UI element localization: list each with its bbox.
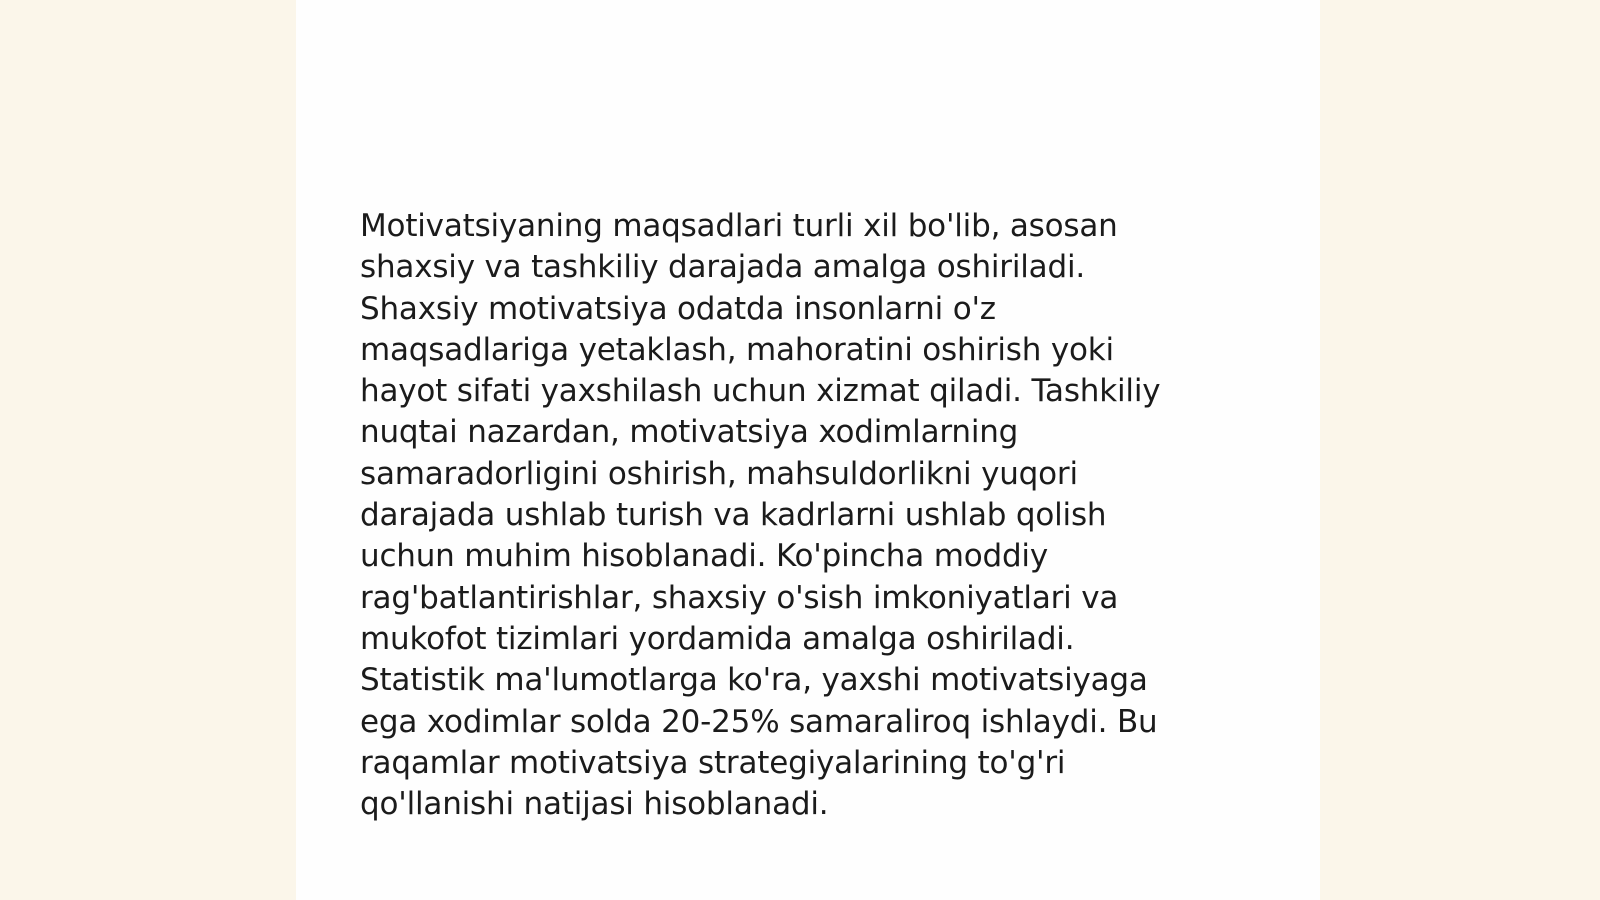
document-page <box>296 0 1320 900</box>
body-paragraph: Motivatsiyaning maqsadlari turli xil bo'lib, asosan shaxsiy va tashkiliy darajada amalga oshiriladi. Shaxsiy motivatsiya odatda insonlarni o'z maqsadlariga yetaklash, mahoratini oshirish yoki hayot sifati yaxshilash uchun xizmat qiladi. Tashkiliy nuqtai nazardan, motivatsiya xodimlarning samaradorligini oshirish, mahsuldorlikni yuqori darajada ushlab turish va kadrlarni ushlab qolish uchun muhim hisoblanadi. Ko'pincha moddiy rag'batlantirishlar, shaxsiy o'sish imkoniyatlari va mukofot tizimlari yordamida amalga oshiriladi. Statistik ma'lumotlarga ko'ra, yaxshi motivatsiyaga ega xodimlar solda 20-25% samaraliroq ishlaydi. Bu raqamlar motivatsiya strategiyalarining to'g'ri qo'llanishi natijasi hisoblanadi. <box>360 208 1161 823</box>
